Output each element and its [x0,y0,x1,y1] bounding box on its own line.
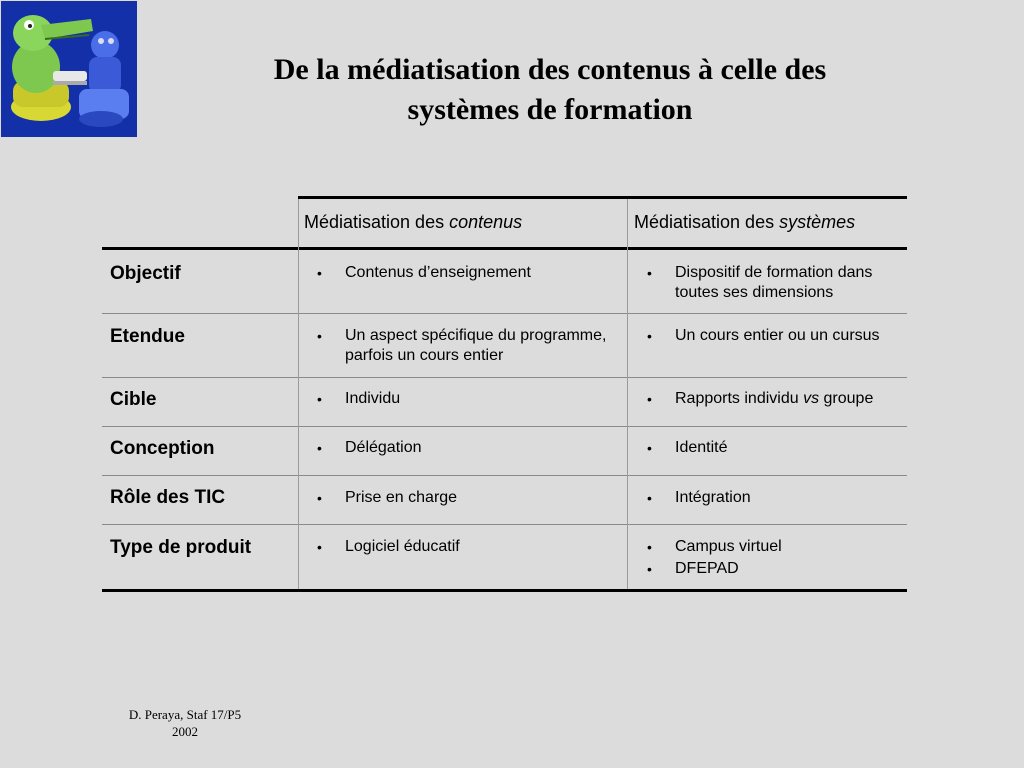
cell-conception-systemes [645,438,903,458]
cell-etendue-contenus [315,326,623,366]
table-row-divider [102,377,907,378]
list-item: • Individu [315,389,623,409]
table-top-rule [298,196,907,199]
logo-image [1,1,137,137]
list-item: • Dispositif de formation dans toutes ses dimensions [645,263,903,303]
cell-cible-contenus [315,389,623,409]
list-item-emphasis: vs [803,390,820,407]
table-header-rule [102,247,907,250]
table-column-divider [627,199,628,589]
list-item-text: Rapports individu [675,390,804,407]
row-label-cible: Cible [110,389,157,410]
list-item [645,389,903,409]
cell-role-des-tic-contenus [315,488,623,508]
row-label-objectif: Objectif [110,263,181,284]
list-item: • Campus virtuel [645,537,903,557]
cell-objectif-contenus [315,263,623,283]
cell-conception-contenus [315,438,623,458]
list-item: • Logiciel éducatif [315,537,623,557]
column-header-systemes-em: systèmes [779,212,856,232]
slide-title [150,50,950,130]
row-label-conception: Conception [110,438,215,459]
cell-type-de-produit-systemes [645,537,903,579]
table-row-divider [102,426,907,427]
row-label-etendue: Etendue [110,326,185,347]
list-item: • Intégration [645,488,903,508]
slide-footer [105,706,265,740]
column-header-contenus-prefix: Médiatisation des [304,212,450,232]
column-header-systemes [634,210,855,234]
list-item: • Un aspect spécifique du programme, parfois un cours entier [315,326,623,366]
column-header-systemes-prefix: Médiatisation des [634,212,780,232]
cell-cible-systemes [645,389,903,409]
list-item: • DFEPAD [645,559,903,579]
column-header-contenus-em: contenus [449,212,523,232]
cell-role-des-tic-systemes [645,488,903,508]
list-item: • Un cours entier ou un cursus [645,326,903,346]
slide-title-line2: systèmes de formation [407,93,693,126]
list-item: • Prise en charge [315,488,623,508]
list-item: • Contenus d’enseignement [315,263,623,283]
cell-type-de-produit-contenus [315,537,623,557]
row-label-role-des-tic: Rôle des TIC [110,487,226,508]
list-item-text: groupe [819,390,874,407]
row-label-type-de-produit: Type de produit [110,537,252,558]
list-item: • Délégation [315,438,623,458]
footer-year: 2002 [172,724,198,739]
cell-objectif-systemes [645,263,903,303]
table-bottom-rule [102,589,907,592]
table-row-divider [102,475,907,476]
footer-author: D. Peraya, Staf 17/P5 [128,707,242,722]
column-header-contenus [304,210,522,234]
table-row-divider [102,524,907,525]
table-row-divider [102,313,907,314]
cell-etendue-systemes [645,326,903,346]
table-column-divider [298,199,299,589]
list-item: • Identité [645,438,903,458]
slide-title-line1: De la médiatisation des contenus à celle des [273,53,827,86]
